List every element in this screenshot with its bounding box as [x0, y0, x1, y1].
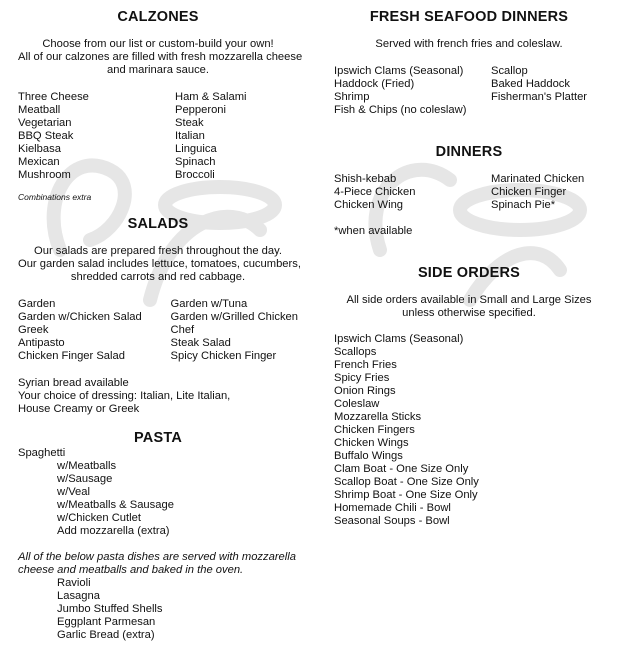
pasta-title: PASTA [134, 430, 182, 446]
menu-item: Haddock (Fried) [334, 78, 415, 90]
menu-item: Spicy Chicken Finger [170, 350, 277, 362]
sides-intro: All side orders available in Small and Large Sizes unless otherwise specified. [346, 294, 592, 319]
salads-section [18, 215, 301, 284]
menu-item: Chicken Fingers [334, 424, 415, 436]
menu-item: Chef [170, 324, 195, 336]
menu-item: Garlic Bread (extra) [57, 629, 155, 641]
menu-item: Marinated Chicken [491, 173, 585, 185]
menu-item: Spicy Fries [334, 372, 390, 384]
menu-item: Spaghetti [18, 447, 66, 459]
menu-item: Fisherman's Platter [491, 91, 588, 103]
dinners-list [334, 173, 604, 212]
sides-title: SIDE ORDERS [417, 265, 521, 281]
menu-item: Baked Haddock [491, 78, 570, 90]
menu-item: w/Veal [57, 486, 90, 498]
menu-item: w/Sausage [57, 473, 113, 485]
menu-item: Jumbo Stuffed Shells [57, 603, 163, 615]
menu-item: Homemade Chili - Bowl [334, 502, 451, 514]
pasta-note: All of the below pasta dishes are served with mozzarella cheese and meatballs and baked in the oven. [18, 551, 296, 576]
menu-item: Garden [18, 298, 56, 310]
menu-item: Linguica [175, 143, 217, 155]
menu-item: w/Chicken Cutlet [57, 512, 141, 524]
menu-item: Coleslaw [334, 398, 380, 410]
menu-item: Garden w/Chicken Salad [18, 311, 142, 323]
pasta-list [18, 447, 298, 538]
calzones-note: Combinations extra [18, 192, 92, 202]
pasta-baked-list [18, 577, 298, 642]
menu-item: w/Meatballs [57, 460, 117, 472]
menu-item: Spinach Pie* [491, 199, 556, 211]
menu-item: Clam Boat - One Size Only [334, 463, 469, 475]
menu-item: Steak [175, 117, 204, 129]
menu-item: Fish & Chips (no coleslaw) [334, 104, 467, 116]
menu-item: Shrimp [334, 91, 370, 103]
menu-item: Kielbasa [18, 143, 61, 155]
salads-list [18, 298, 298, 363]
calzones-intro: Choose from our list or custom-build your own! All of our calzones are filled with fresh mozzarella cheese and marinara sauce. [18, 38, 303, 76]
menu-item: Vegetarian [18, 117, 72, 129]
calzones-list [18, 91, 298, 182]
menu-item: Scallop [491, 65, 528, 77]
salads-title: SALADS [127, 216, 189, 232]
seafood-section [334, 8, 604, 51]
menu-item: w/Meatballs & Sausage [57, 499, 174, 511]
menu-item: Garden w/Grilled Chicken [170, 311, 298, 323]
menu-item: Ipswich Clams (Seasonal) [334, 65, 464, 77]
menu-item: Chicken Wing [334, 199, 404, 211]
menu-item: Scallop Boat - One Size Only [334, 476, 479, 488]
menu-item: Add mozzarella (extra) [57, 525, 170, 537]
menu-item: Broccoli [175, 169, 215, 181]
menu-item: Eggplant Parmesan [57, 616, 156, 628]
seafood-intro: Served with french fries and coleslaw. [375, 38, 563, 50]
menu-item: Garden w/Tuna [170, 298, 248, 310]
menu-item: Steak Salad [170, 337, 231, 349]
menu-item: Greek [18, 324, 49, 336]
menu-item: Onion Rings [334, 385, 396, 397]
menu-item: Ham & Salami [175, 91, 247, 103]
menu-item: Italian [175, 130, 205, 142]
sides-section [334, 264, 604, 320]
menu-item: Ipswich Clams (Seasonal) [334, 333, 464, 345]
menu-item: Chicken Wings [334, 437, 409, 449]
seafood-list [334, 65, 604, 117]
menu-item: Seasonal Soups - Bowl [334, 515, 450, 527]
menu-item: Shish-kebab [334, 173, 397, 185]
menu-item: BBQ Steak [18, 130, 74, 142]
calzones-section [18, 8, 303, 77]
menu-item: Three Cheese [18, 91, 89, 103]
menu-item: Pepperoni [175, 104, 227, 116]
menu-item: Meatball [18, 104, 61, 116]
menu-item: Buffalo Wings [334, 450, 403, 462]
dinners-title: DINNERS [435, 144, 503, 160]
menu-item: Shrimp Boat - One Size Only [334, 489, 478, 501]
menu-item: Chicken Finger [491, 186, 567, 198]
menu-item: Mexican [18, 156, 60, 168]
menu-item: Spinach [175, 156, 216, 168]
sides-list [334, 333, 604, 528]
menu-item: French Fries [334, 359, 397, 371]
menu-item: Mozzarella Sticks [334, 411, 422, 423]
menu-item: 4-Piece Chicken [334, 186, 416, 198]
dinners-note: *when available [334, 225, 413, 237]
dinners-section [334, 143, 604, 161]
menu-item: Ravioli [57, 577, 91, 589]
menu-item: Lasagna [57, 590, 100, 602]
salads-extra: Syrian bread available Your choice of dressing: Italian, Lite Italian, House Creamy or Greek [18, 377, 231, 415]
menu-item: Mushroom [18, 169, 71, 181]
menu-item: Scallops [334, 346, 377, 358]
menu-item: Chicken Finger Salad [18, 350, 125, 362]
seafood-title: FRESH SEAFOOD DINNERS [369, 9, 569, 25]
pasta-section [18, 429, 298, 447]
calzones-title: CALZONES [117, 9, 199, 25]
salads-intro: Our salads are prepared fresh throughout the day. Our garden salad includes lettuce, tomatoes, cucumbers, shredded carrots and red cabbage. [18, 245, 301, 283]
menu-item: Antipasto [18, 337, 65, 349]
